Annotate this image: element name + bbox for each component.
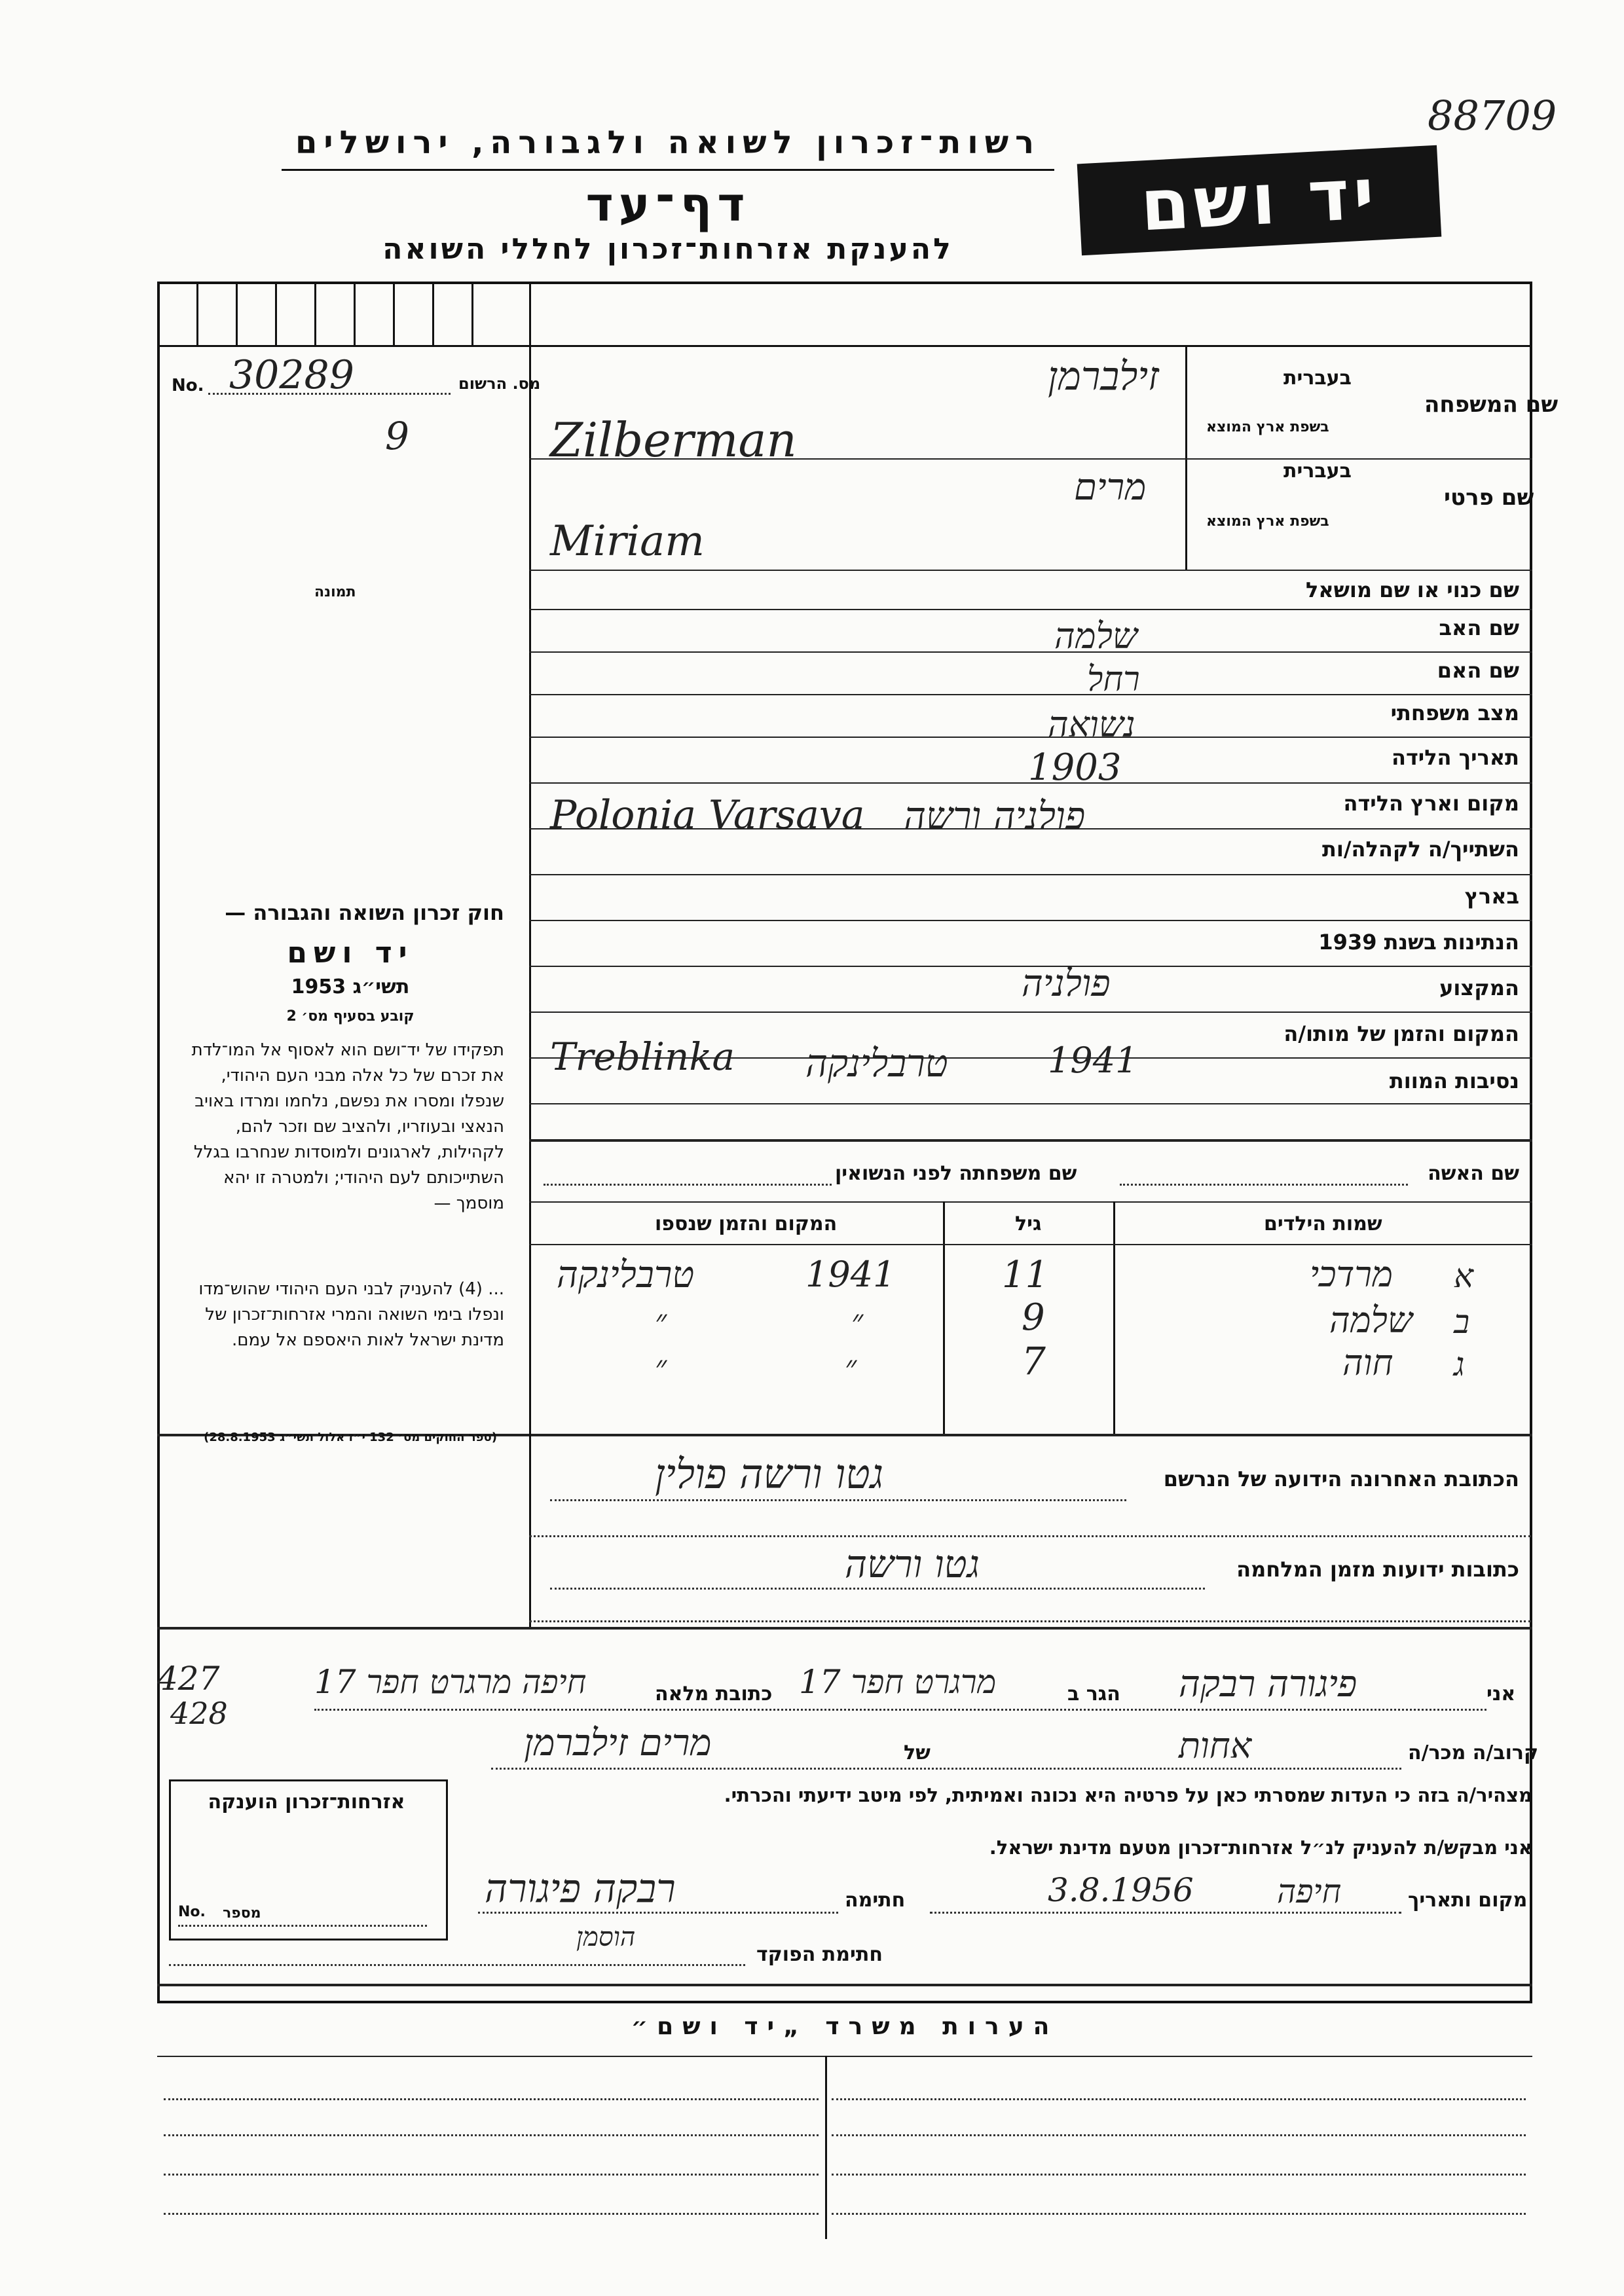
certificate-no-label: No. <box>178 1904 206 1920</box>
child-3-name: חוה <box>1342 1342 1393 1383</box>
law-name: יד ושם <box>287 936 414 970</box>
children-names-header: שמות הילדים <box>1264 1212 1382 1235</box>
family-name-latin: Zilberman <box>550 412 797 467</box>
marital-status-value: נשואה <box>1048 704 1135 745</box>
family-name-hebrew-label: בעברית <box>1283 367 1352 390</box>
death-place-latin: Treblinka <box>550 1034 735 1079</box>
law-body: תפקידו של יד־ושם הוא לאסוף אל המו־לדת את זכרם של כל אלה מבני העם היהודי, שנפלו ומסרו את נפשם, נלחמו ומרדו באויב הנאצי ובעוזריו, ולהציב שם וזכר להם, לקהילות, לארגונים ולמוסדות שנחרבו בגלל השתייכותם לעם היהודי; ולמטרה זו יהא מוסמך — <box>191 1040 504 1213</box>
declarant-name: פיגורה רבקה <box>1179 1663 1357 1705</box>
law-year: תשי״ג 1953 <box>291 975 410 998</box>
place-date-label: מקום ותאריך <box>1408 1889 1528 1912</box>
certificate-number-label: מספר <box>223 1905 261 1922</box>
of-label: של <box>904 1741 931 1764</box>
child-1-year: 1941 <box>805 1254 896 1295</box>
certificate-title: אזרחות־זכרון הוענקה <box>208 1791 405 1813</box>
first-name-origin-label: בשפת ארץ המוצא <box>1206 513 1329 530</box>
birth-place-hebrew: פולניה ורשה <box>904 793 1086 838</box>
child-1-name: מרדכי <box>1310 1254 1393 1295</box>
signature-label: חתימה <box>845 1889 906 1912</box>
first-name-latin: Miriam <box>550 517 705 566</box>
archive-number: 88709 <box>1428 92 1557 139</box>
reference-code-2: 428 <box>170 1696 228 1731</box>
citizenship-value: פולניה <box>1022 962 1111 1005</box>
citizenship-label: הנתינות בשנת 1939 <box>1318 930 1519 955</box>
nickname-label: שם כנוי או שם מושאל <box>1305 577 1519 602</box>
child-3-place: ״ <box>655 1349 667 1385</box>
birth-place-latin: Polonia Varsava <box>550 792 865 838</box>
wartime-address-label: כתובות ידועות מזמן המלחמה <box>1236 1557 1519 1582</box>
of-value: מרים זילברמן <box>524 1722 712 1764</box>
first-name-hebrew: מרים <box>1074 466 1147 509</box>
child-1-number: א <box>1454 1257 1474 1295</box>
marital-status-label: מצב משפחתי <box>1390 701 1519 725</box>
declarant-resides-label: הגר ב <box>1067 1683 1120 1705</box>
death-year: 1941 <box>1048 1040 1138 1081</box>
child-2-year: ״ <box>851 1303 864 1339</box>
family-name-origin-label: בשפת ארץ המוצא <box>1206 419 1329 435</box>
place-value: חיפה <box>1277 1872 1342 1910</box>
child-2-place: ״ <box>655 1303 667 1339</box>
birth-place-label: מקום וארץ הלידה <box>1343 791 1519 816</box>
law-title: חוק זכרון השואה והגבורה — <box>225 900 504 925</box>
birth-date-value: 1903 <box>1028 746 1122 789</box>
death-place-hebrew: טרבלינקה <box>805 1041 948 1085</box>
form-title: דף־עד <box>585 177 750 232</box>
left-column-divider <box>529 282 531 1434</box>
last-address-value: גטו ורשה פולין <box>655 1450 884 1498</box>
full-address-label: כתובת מלאה <box>655 1683 773 1705</box>
signature-value: רבקה פיגורה <box>485 1866 676 1912</box>
first-name-hebrew-label: בעברית <box>1283 460 1352 483</box>
registration-no-label: No. <box>172 376 204 395</box>
father-label: שם האב <box>1439 615 1519 640</box>
family-name-label: שם המשפחה <box>1424 392 1559 418</box>
office-notes-title: הערות משרד „יד ושם״ <box>631 2013 1059 2040</box>
declarant-resides-value: מרגרט חפר 17 <box>799 1663 997 1701</box>
law-clause: קובע בסעיף מס׳ 2 <box>286 1008 415 1025</box>
declaration-text: מצהיר/ה בזה כי העדות שמסרתי כאן על פרטיה היא נכונה ואמיתית, לפי מיטב ידיעתי והכרתי. <box>724 1784 1532 1806</box>
child-2-number: ב <box>1454 1303 1470 1341</box>
reference-code-1: 427 <box>157 1660 220 1698</box>
country-label: בארץ <box>1464 884 1519 909</box>
photo-label: תמונה <box>314 584 356 600</box>
full-address-value: חיפה מרגרט חפר 17 <box>314 1663 587 1701</box>
children-age-header: גיל <box>1015 1212 1042 1235</box>
header-underline <box>282 169 1054 171</box>
mother-value: רחל <box>1087 660 1140 699</box>
office-notes-divider <box>825 2056 827 2239</box>
request-text: אני מבקש/ת להעניק לנ״ל אזרחות־זכרון מטעם מדינת ישראל. <box>989 1836 1532 1859</box>
child-1-place: טרבלינקה <box>557 1254 695 1296</box>
child-2-age: 9 <box>1022 1296 1045 1339</box>
mother-label: שם האם <box>1437 658 1519 683</box>
father-value: שלמה <box>1054 615 1138 657</box>
maiden-name-label: שם משפחתה לפני הנשואין <box>835 1162 1077 1185</box>
yad-vashem-logo: יד ושם <box>1077 145 1442 256</box>
registration-label: מס. הרשום <box>458 374 541 393</box>
officer-signature-label: חתימת הפוקד <box>756 1943 883 1966</box>
child-2-name: שלמה <box>1329 1300 1413 1341</box>
child-3-year: ״ <box>845 1349 857 1385</box>
children-place-header: המקום והזמן שנספו <box>655 1212 838 1235</box>
birth-date-label: תאריך הלידה <box>1391 745 1519 770</box>
top-tick-row <box>157 282 1532 347</box>
officer-signature-value: הוסמן <box>576 1922 636 1952</box>
law-source: (ספר החוקים מס׳ 132 י״ז אלול תשי״ג 28.8.1953) <box>204 1430 497 1444</box>
child-3-number: ג <box>1454 1345 1465 1383</box>
death-circumstances-label: נסיבות המוות <box>1389 1068 1519 1093</box>
registration-sub-number: 9 <box>385 414 409 458</box>
registration-number: 30289 <box>229 352 354 398</box>
relation-value: אחות <box>1179 1725 1252 1766</box>
first-name-label: שם פרטי <box>1444 484 1534 511</box>
declarant-i-label: אני <box>1486 1683 1516 1705</box>
relative-label: קרוב/ה מכר/ה <box>1408 1741 1539 1764</box>
wartime-address-value: גטו ורשה <box>845 1542 980 1586</box>
profession-label: המקצוע <box>1439 975 1519 1000</box>
wife-name-label: שם האשה <box>1428 1162 1519 1185</box>
family-name-hebrew: זילברמן <box>1048 354 1159 399</box>
header-organization: רשות־זכרון לשואה ולגבורה, ירושלים <box>295 124 1041 161</box>
death-place-time-label: המקום והזמן של מותו/ה <box>1283 1021 1519 1046</box>
form-subtitle: להענקת אזרחות־זכרון לחללי השואה <box>382 232 953 266</box>
community-label: השתייך/ה לקהלה/ות <box>1321 837 1519 862</box>
child-3-age: 7 <box>1022 1339 1046 1383</box>
child-1-age: 11 <box>1002 1254 1049 1296</box>
last-address-label: הכתובת האחרונה הידועה של הנרשם <box>1163 1467 1519 1491</box>
date-value: 3.8.1956 <box>1048 1871 1194 1909</box>
law-clause-4: ... (4) להעניק לבני העם היהודי שהוש־מדו ונפלו בימי השואה והמרי אזרחות־זכרון של מדינת ישראל לאות היאספם אל עמם. <box>198 1279 504 1350</box>
